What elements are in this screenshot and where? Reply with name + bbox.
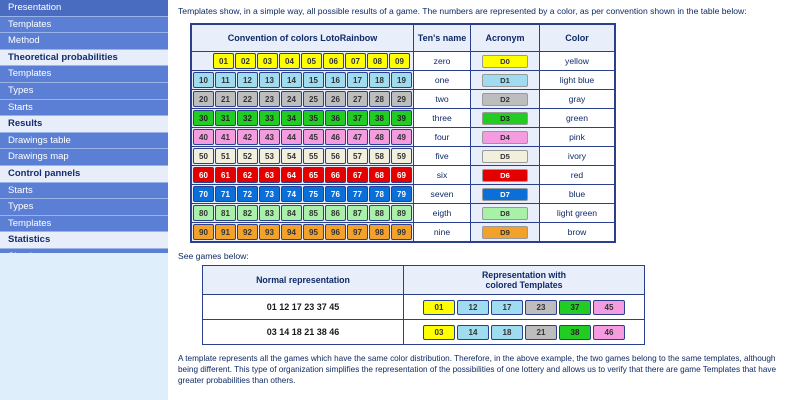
grid-spacer xyxy=(193,53,212,69)
number-cell: 65 xyxy=(303,167,324,183)
number-cell: 68 xyxy=(369,167,390,183)
number-cell: 83 xyxy=(259,205,280,221)
number-cell: 54 xyxy=(281,148,302,164)
sidebar-item-templates[interactable]: Templates xyxy=(0,66,168,83)
sidebar-item-templates[interactable]: Templates xyxy=(0,17,168,34)
number-cell: 25 xyxy=(303,91,324,107)
convention-table-wrapper xyxy=(190,23,616,243)
table-row xyxy=(192,109,615,128)
table-row xyxy=(192,223,615,242)
number-cell: 26 xyxy=(325,91,346,107)
header-colored-templates xyxy=(404,266,645,295)
template-chip: 14 xyxy=(457,325,489,340)
number-cell: 67 xyxy=(347,167,368,183)
sidebar-item-statistics: Statistics xyxy=(0,232,168,249)
number-cell: 09 xyxy=(389,53,410,69)
number-cell: 86 xyxy=(325,205,346,221)
number-cell: 88 xyxy=(369,205,390,221)
color-name-cell: gray xyxy=(540,90,615,109)
color-name-cell: pink xyxy=(540,128,615,147)
acronym-cell xyxy=(471,223,540,242)
sidebar-item-presentation[interactable]: Presentation xyxy=(0,0,168,17)
number-grid-cell xyxy=(192,90,414,109)
sidebar-item-control-pannels: Control pannels xyxy=(0,166,168,183)
tens-name-cell: zero xyxy=(414,52,471,71)
number-cell: 99 xyxy=(391,224,412,240)
number-cell: 76 xyxy=(325,186,346,202)
number-cell: 41 xyxy=(215,129,236,145)
convention-table xyxy=(191,24,615,242)
number-cell: 46 xyxy=(325,129,346,145)
number-cell: 70 xyxy=(193,186,214,202)
acronym-swatch: D5 xyxy=(482,150,528,163)
number-cell: 15 xyxy=(303,72,324,88)
number-cell: 16 xyxy=(325,72,346,88)
tens-name-cell: three xyxy=(414,109,471,128)
convention-table-body xyxy=(192,52,615,242)
acronym-cell xyxy=(471,185,540,204)
number-cell: 72 xyxy=(237,186,258,202)
template-chip: 03 xyxy=(423,325,455,340)
number-cell: 48 xyxy=(369,129,390,145)
template-chip: 37 xyxy=(559,300,591,315)
table-header-row xyxy=(192,25,615,52)
number-cell: 52 xyxy=(237,148,258,164)
number-grid-cell xyxy=(192,166,414,185)
number-cell: 47 xyxy=(347,129,368,145)
games-table-wrapper xyxy=(202,265,645,345)
acronym-cell xyxy=(471,147,540,166)
games-table xyxy=(202,265,645,345)
number-cell: 91 xyxy=(215,224,236,240)
number-cell: 81 xyxy=(215,205,236,221)
template-chip: 23 xyxy=(525,300,557,315)
template-chip: 01 xyxy=(423,300,455,315)
number-cell: 63 xyxy=(259,167,280,183)
template-chip: 12 xyxy=(457,300,489,315)
number-cell: 40 xyxy=(193,129,214,145)
acronym-swatch: D0 xyxy=(482,55,528,68)
bottom-note: A template represents all the games which have the same color distribution. Therefore, in the above example, the two games belong to the same templates, although being different. This type of organization simplifies the representation of the possibilities of one lottery and allows us to verify that there are game Templates that have greater probabilities than others. xyxy=(178,354,777,385)
number-cell: 49 xyxy=(391,129,412,145)
number-cell: 11 xyxy=(215,72,236,88)
number-grid-cell xyxy=(192,204,414,223)
table-row xyxy=(192,185,615,204)
table-row xyxy=(192,52,615,71)
tens-name-cell: two xyxy=(414,90,471,109)
intro-text: Templates show, in a simple way, all possible results of a game. The numbers are represented by a color, as per convention shown in the table below: xyxy=(178,6,747,16)
header-colored-line2: colored Templates xyxy=(485,280,563,290)
number-cell: 58 xyxy=(369,148,390,164)
sidebar-item-method[interactable]: Method xyxy=(0,33,168,50)
acronym-swatch: D1 xyxy=(482,74,528,87)
number-cell: 64 xyxy=(281,167,302,183)
number-cell: 89 xyxy=(391,205,412,221)
number-cell: 12 xyxy=(237,72,258,88)
number-cell: 57 xyxy=(347,148,368,164)
color-name-cell: green xyxy=(540,109,615,128)
acronym-cell xyxy=(471,52,540,71)
colored-template-cell xyxy=(404,295,645,320)
number-grid-cell xyxy=(192,128,414,147)
number-cell: 29 xyxy=(391,91,412,107)
number-cell: 21 xyxy=(215,91,236,107)
color-name-cell: ivory xyxy=(540,147,615,166)
template-chip: 46 xyxy=(593,325,625,340)
number-cell: 24 xyxy=(281,91,302,107)
number-cell: 06 xyxy=(323,53,344,69)
header-convention-grid: Convention of colors LotoRainbow xyxy=(192,25,414,52)
number-cell: 28 xyxy=(369,91,390,107)
tens-name-cell: five xyxy=(414,147,471,166)
number-cell: 14 xyxy=(281,72,302,88)
number-cell: 98 xyxy=(369,224,390,240)
color-name-cell: blue xyxy=(540,185,615,204)
number-cell: 05 xyxy=(301,53,322,69)
number-cell: 13 xyxy=(259,72,280,88)
template-chip: 17 xyxy=(491,300,523,315)
see-games-text: See games below: xyxy=(178,251,249,261)
number-cell: 78 xyxy=(369,186,390,202)
number-cell: 01 xyxy=(213,53,234,69)
sidebar-item-templates[interactable]: Templates xyxy=(0,216,168,233)
number-cell: 51 xyxy=(215,148,236,164)
color-name-cell: brow xyxy=(540,223,615,242)
number-cell: 74 xyxy=(281,186,302,202)
number-cell: 39 xyxy=(391,110,412,126)
number-cell: 36 xyxy=(325,110,346,126)
number-cell: 56 xyxy=(325,148,346,164)
acronym-cell xyxy=(471,166,540,185)
number-cell: 71 xyxy=(215,186,236,202)
number-cell: 31 xyxy=(215,110,236,126)
number-cell: 30 xyxy=(193,110,214,126)
color-name-cell: light blue xyxy=(540,71,615,90)
tens-name-cell: seven xyxy=(414,185,471,204)
tens-name-cell: eigth xyxy=(414,204,471,223)
color-name-cell: light green xyxy=(540,204,615,223)
number-cell: 69 xyxy=(391,167,412,183)
number-cell: 80 xyxy=(193,205,214,221)
number-cell: 27 xyxy=(347,91,368,107)
header-color: Color xyxy=(540,25,615,52)
number-cell: 37 xyxy=(347,110,368,126)
table-row xyxy=(192,128,615,147)
convention-table-head xyxy=(192,25,615,52)
sidebar-item-results: Results xyxy=(0,116,168,133)
number-cell: 02 xyxy=(235,53,256,69)
number-grid-cell xyxy=(192,147,414,166)
table-row xyxy=(203,295,645,320)
number-cell: 19 xyxy=(391,72,412,88)
number-cell: 60 xyxy=(193,167,214,183)
games-table-body xyxy=(203,295,645,345)
number-cell: 93 xyxy=(259,224,280,240)
number-cell: 95 xyxy=(303,224,324,240)
number-cell: 75 xyxy=(303,186,324,202)
number-cell: 97 xyxy=(347,224,368,240)
template-chip: 21 xyxy=(525,325,557,340)
table-row xyxy=(192,71,615,90)
number-cell: 04 xyxy=(279,53,300,69)
table-header-row xyxy=(203,266,645,295)
header-colored-line1: Representation with xyxy=(481,270,567,280)
header-normal-representation: Normal representation xyxy=(203,266,404,295)
number-cell: 10 xyxy=(193,72,214,88)
number-cell: 38 xyxy=(369,110,390,126)
sidebar-item-types[interactable]: Types xyxy=(0,83,168,100)
games-table-head xyxy=(203,266,645,295)
sidebar-item-types[interactable]: Types xyxy=(0,199,168,216)
number-grid-cell xyxy=(192,71,414,90)
number-cell: 22 xyxy=(237,91,258,107)
number-cell: 79 xyxy=(391,186,412,202)
number-grid-cell xyxy=(192,52,414,71)
acronym-cell xyxy=(471,109,540,128)
acronym-swatch: D6 xyxy=(482,169,528,182)
colored-template-cell xyxy=(404,320,645,345)
sidebar-item-drawings-map[interactable]: Drawings map xyxy=(0,149,168,166)
color-name-cell: yellow xyxy=(540,52,615,71)
number-cell: 43 xyxy=(259,129,280,145)
acronym-swatch: D4 xyxy=(482,131,528,144)
normal-representation-cell: 01 12 17 23 37 45 xyxy=(203,295,404,320)
main-content xyxy=(168,0,800,400)
table-row xyxy=(203,320,645,345)
template-chip: 45 xyxy=(593,300,625,315)
tens-name-cell: one xyxy=(414,71,471,90)
table-row xyxy=(192,147,615,166)
number-cell: 62 xyxy=(237,167,258,183)
number-cell: 94 xyxy=(281,224,302,240)
color-name-cell: red xyxy=(540,166,615,185)
sidebar-item-theoretical-probabilities: Theoretical probabilities xyxy=(0,50,168,67)
number-cell: 82 xyxy=(237,205,258,221)
sidebar-filler xyxy=(0,253,168,400)
number-cell: 59 xyxy=(391,148,412,164)
acronym-swatch: D3 xyxy=(482,112,528,125)
normal-representation-cell: 03 14 18 21 38 46 xyxy=(203,320,404,345)
number-cell: 90 xyxy=(193,224,214,240)
number-grid-cell xyxy=(192,223,414,242)
acronym-cell xyxy=(471,128,540,147)
table-row xyxy=(192,204,615,223)
number-cell: 96 xyxy=(325,224,346,240)
number-cell: 23 xyxy=(259,91,280,107)
header-tens-name: Ten's name xyxy=(414,25,471,52)
number-cell: 32 xyxy=(237,110,258,126)
number-cell: 77 xyxy=(347,186,368,202)
number-grid-cell xyxy=(192,185,414,204)
number-cell: 07 xyxy=(345,53,366,69)
acronym-swatch: D9 xyxy=(482,226,528,239)
header-acronym: Acronym xyxy=(471,25,540,52)
sidebar-item-drawings-table[interactable]: Drawings table xyxy=(0,133,168,150)
number-cell: 55 xyxy=(303,148,324,164)
template-chip: 38 xyxy=(559,325,591,340)
number-cell: 92 xyxy=(237,224,258,240)
number-cell: 20 xyxy=(193,91,214,107)
number-cell: 85 xyxy=(303,205,324,221)
number-cell: 73 xyxy=(259,186,280,202)
number-cell: 87 xyxy=(347,205,368,221)
number-cell: 17 xyxy=(347,72,368,88)
sidebar-item-starts[interactable]: Starts xyxy=(0,183,168,200)
number-cell: 50 xyxy=(193,148,214,164)
number-cell: 35 xyxy=(303,110,324,126)
number-cell: 03 xyxy=(257,53,278,69)
table-row xyxy=(192,90,615,109)
number-cell: 53 xyxy=(259,148,280,164)
sidebar-item-starts[interactable]: Starts xyxy=(0,100,168,117)
acronym-swatch: D2 xyxy=(482,93,528,106)
number-cell: 08 xyxy=(367,53,388,69)
number-cell: 61 xyxy=(215,167,236,183)
acronym-cell xyxy=(471,90,540,109)
acronym-swatch: D7 xyxy=(482,188,528,201)
number-cell: 45 xyxy=(303,129,324,145)
number-cell: 34 xyxy=(281,110,302,126)
number-cell: 84 xyxy=(281,205,302,221)
template-chip: 18 xyxy=(491,325,523,340)
tens-name-cell: four xyxy=(414,128,471,147)
number-cell: 66 xyxy=(325,167,346,183)
acronym-cell xyxy=(471,71,540,90)
tens-name-cell: six xyxy=(414,166,471,185)
acronym-swatch: D8 xyxy=(482,207,528,220)
number-cell: 33 xyxy=(259,110,280,126)
acronym-cell xyxy=(471,204,540,223)
table-row xyxy=(192,166,615,185)
number-cell: 42 xyxy=(237,129,258,145)
tens-name-cell: nine xyxy=(414,223,471,242)
number-cell: 44 xyxy=(281,129,302,145)
number-cell: 18 xyxy=(369,72,390,88)
number-grid-cell xyxy=(192,109,414,128)
